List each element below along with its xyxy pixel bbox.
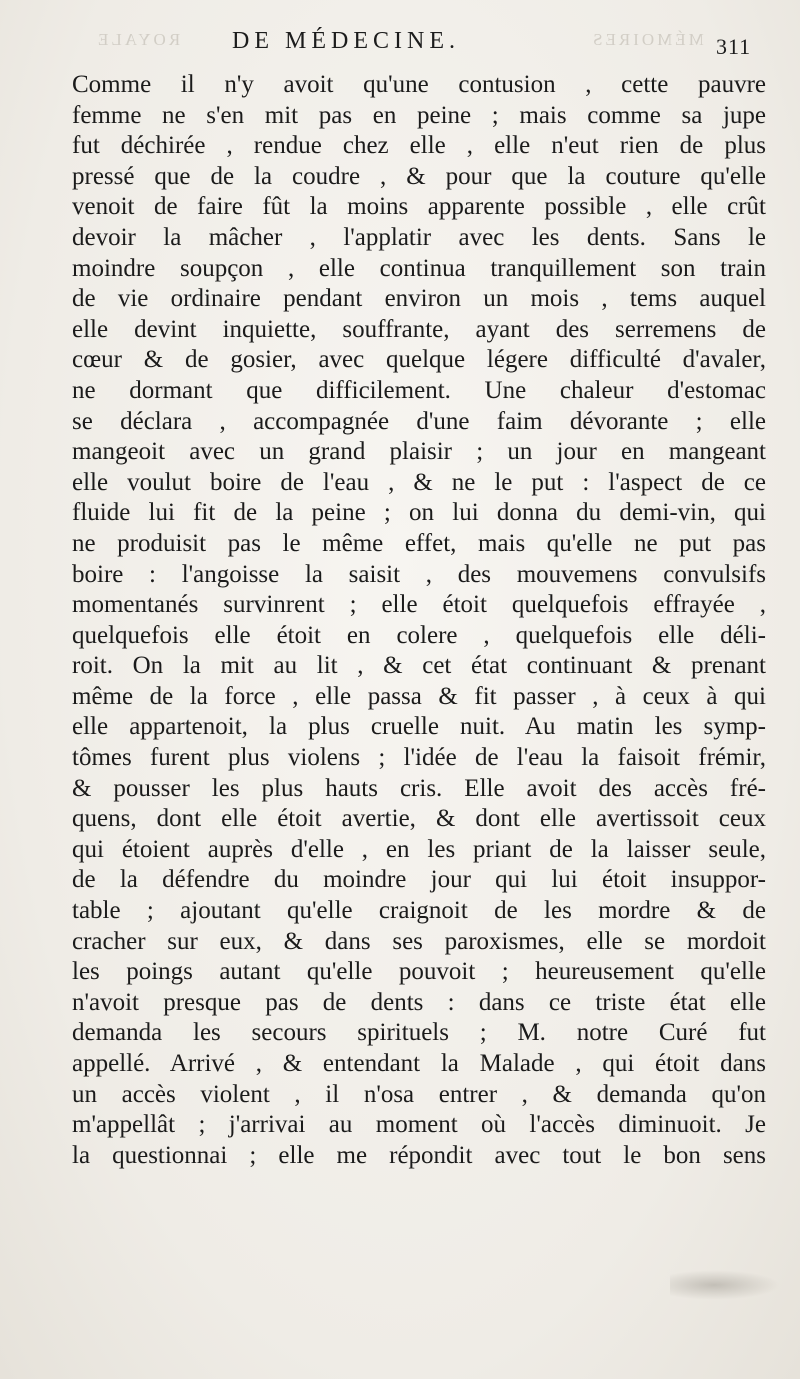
text-line: elle voulut boire de l'eau , & ne le put : l'aspect de ce — [72, 468, 766, 496]
text-line: de la défendre du moindre jour qui lui étoit insuppor- — [72, 866, 766, 894]
text-line: demanda les secours spirituels ; M. notre Curé fut — [72, 1019, 766, 1047]
text-line: mangeoit avec un grand plaisir ; un jour en mangeant — [72, 438, 766, 466]
text-line: de vie ordinaire pendant environ un mois , tems auquel — [72, 285, 766, 313]
text-line: momentanés survinrent ; elle étoit quelquefois effrayée , — [72, 591, 766, 619]
text-line: cœur & de gosier, avec quelque légere difficulté d'avaler, — [72, 346, 766, 374]
text-line: & pousser les plus hauts cris. Elle avoit des accès fré- — [72, 774, 766, 802]
text-line: qui étoient auprès d'elle , en les priant de la laisser seule, — [72, 835, 766, 863]
text-line: même de la force , elle passa & fit passer , à ceux à qui — [72, 682, 766, 710]
page-number: 311 — [716, 34, 752, 59]
text-line: m'appellât ; j'arrivai au moment où l'accès diminuoit. Je — [72, 1111, 766, 1139]
text-line: quelquefois elle étoit en colere , quelquefois elle déli- — [72, 621, 766, 649]
text-line: ne produisit pas le même effet, mais qu'elle ne put pas — [72, 529, 766, 557]
bleed-through-text-right: MÉMOIRES — [590, 30, 704, 49]
text-line: se déclara , accompagnée d'une faim dévorante ; elle — [72, 407, 766, 435]
text-line: appellé. Arrivé , & entendant la Malade , qui étoit dans — [72, 1050, 766, 1077]
text-line: elle appartenoit, la plus cruelle nuit. Au matin les symp- — [72, 713, 766, 741]
text-line: table ; ajoutant qu'elle craignoit de les mordre & de — [72, 897, 766, 925]
body-text — [72, 70, 766, 1171]
text-line: devoir la mâcher , l'applatir avec les dents. Sans le — [72, 223, 766, 251]
text-line: les poings autant qu'elle pouvoit ; heureusement qu'elle — [72, 958, 766, 986]
text-line: tômes furent plus violens ; l'idée de l'eau la faisoit frémir, — [72, 744, 766, 772]
text-line: fluide lui fit de la peine ; on lui donna du demi-vin, qui — [72, 499, 766, 527]
text-line: fut déchirée , rendue chez elle , elle n'eut rien de plus — [72, 132, 766, 160]
text-line: venoit de faire fût la moins apparente possible , elle crût — [72, 193, 766, 221]
text-line: moindre soupçon , elle continua tranquillement son train — [72, 254, 766, 282]
text-line: cracher sur eux, & dans ses paroxismes, elle se mordoit — [72, 927, 766, 955]
text-line: Comme il n'y avoit qu'une contusion , cette pauvre — [72, 71, 766, 98]
text-line: un accès violent , il n'osa entrer , & demanda qu'on — [72, 1080, 766, 1108]
text-line: boire : l'angoisse la saisit , des mouvemens convulsifs — [72, 560, 766, 588]
text-line: ne dormant que difficilement. Une chaleur d'estomac — [72, 376, 766, 404]
ink-smudge — [670, 1270, 780, 1300]
text-line: elle devint inquiette, souffrante, ayant des serremens de — [72, 315, 766, 343]
text-line: femme ne s'en mit pas en peine ; mais comme sa jupe — [72, 101, 766, 129]
text-line: n'avoit presque pas de dents : dans ce triste état elle — [72, 988, 766, 1016]
running-title: DE MÉDECINE. — [232, 28, 460, 54]
text-line: roit. On la mit au lit , & cet état continuant & prenant — [72, 652, 766, 680]
text-line: pressé que de la coudre , & pour que la couture qu'elle — [72, 162, 766, 190]
text-line: quens, dont elle étoit avertie, & dont elle avertissoit ceux — [72, 805, 766, 833]
text-line: la questionnai ; elle me répondit avec tout le bon sens — [72, 1141, 766, 1169]
bleed-through-text-left: ROYALE — [95, 30, 181, 49]
